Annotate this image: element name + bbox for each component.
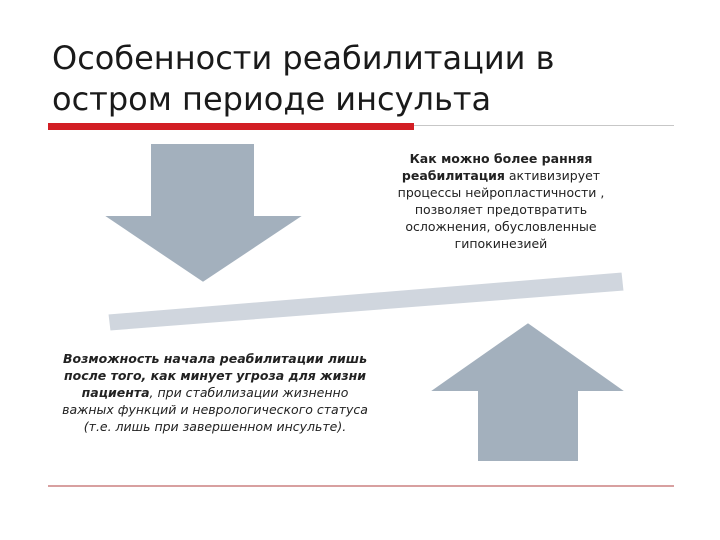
early-rehab-text-bold: Как можно более ранняя реабилитация bbox=[401, 151, 593, 183]
title-accent-bar bbox=[48, 123, 414, 130]
balance-bar bbox=[108, 272, 624, 331]
late-rehab-text bbox=[55, 350, 375, 435]
up-arrow bbox=[428, 322, 627, 462]
bottom-divider bbox=[48, 485, 674, 487]
slide-title: Особенности реабилитации в остром периоде инсульта bbox=[52, 39, 555, 118]
late-rehab-text-rest: , при стабилизации жизненно важных функций и неврологического статуса (т.е. лишь при завершенном инсульте). bbox=[62, 385, 368, 434]
down-arrow bbox=[102, 143, 305, 283]
late-rehab-text-bold: Возможность начала реабилитации лишь после того, как минует угроза для жизни пациента bbox=[63, 351, 367, 400]
early-rehab-text bbox=[376, 150, 626, 252]
early-rehab-text-rest: активизирует процессы нейропластичности , позволяет предотвратить осложнения, обусловленные гипокинезией bbox=[397, 168, 605, 251]
